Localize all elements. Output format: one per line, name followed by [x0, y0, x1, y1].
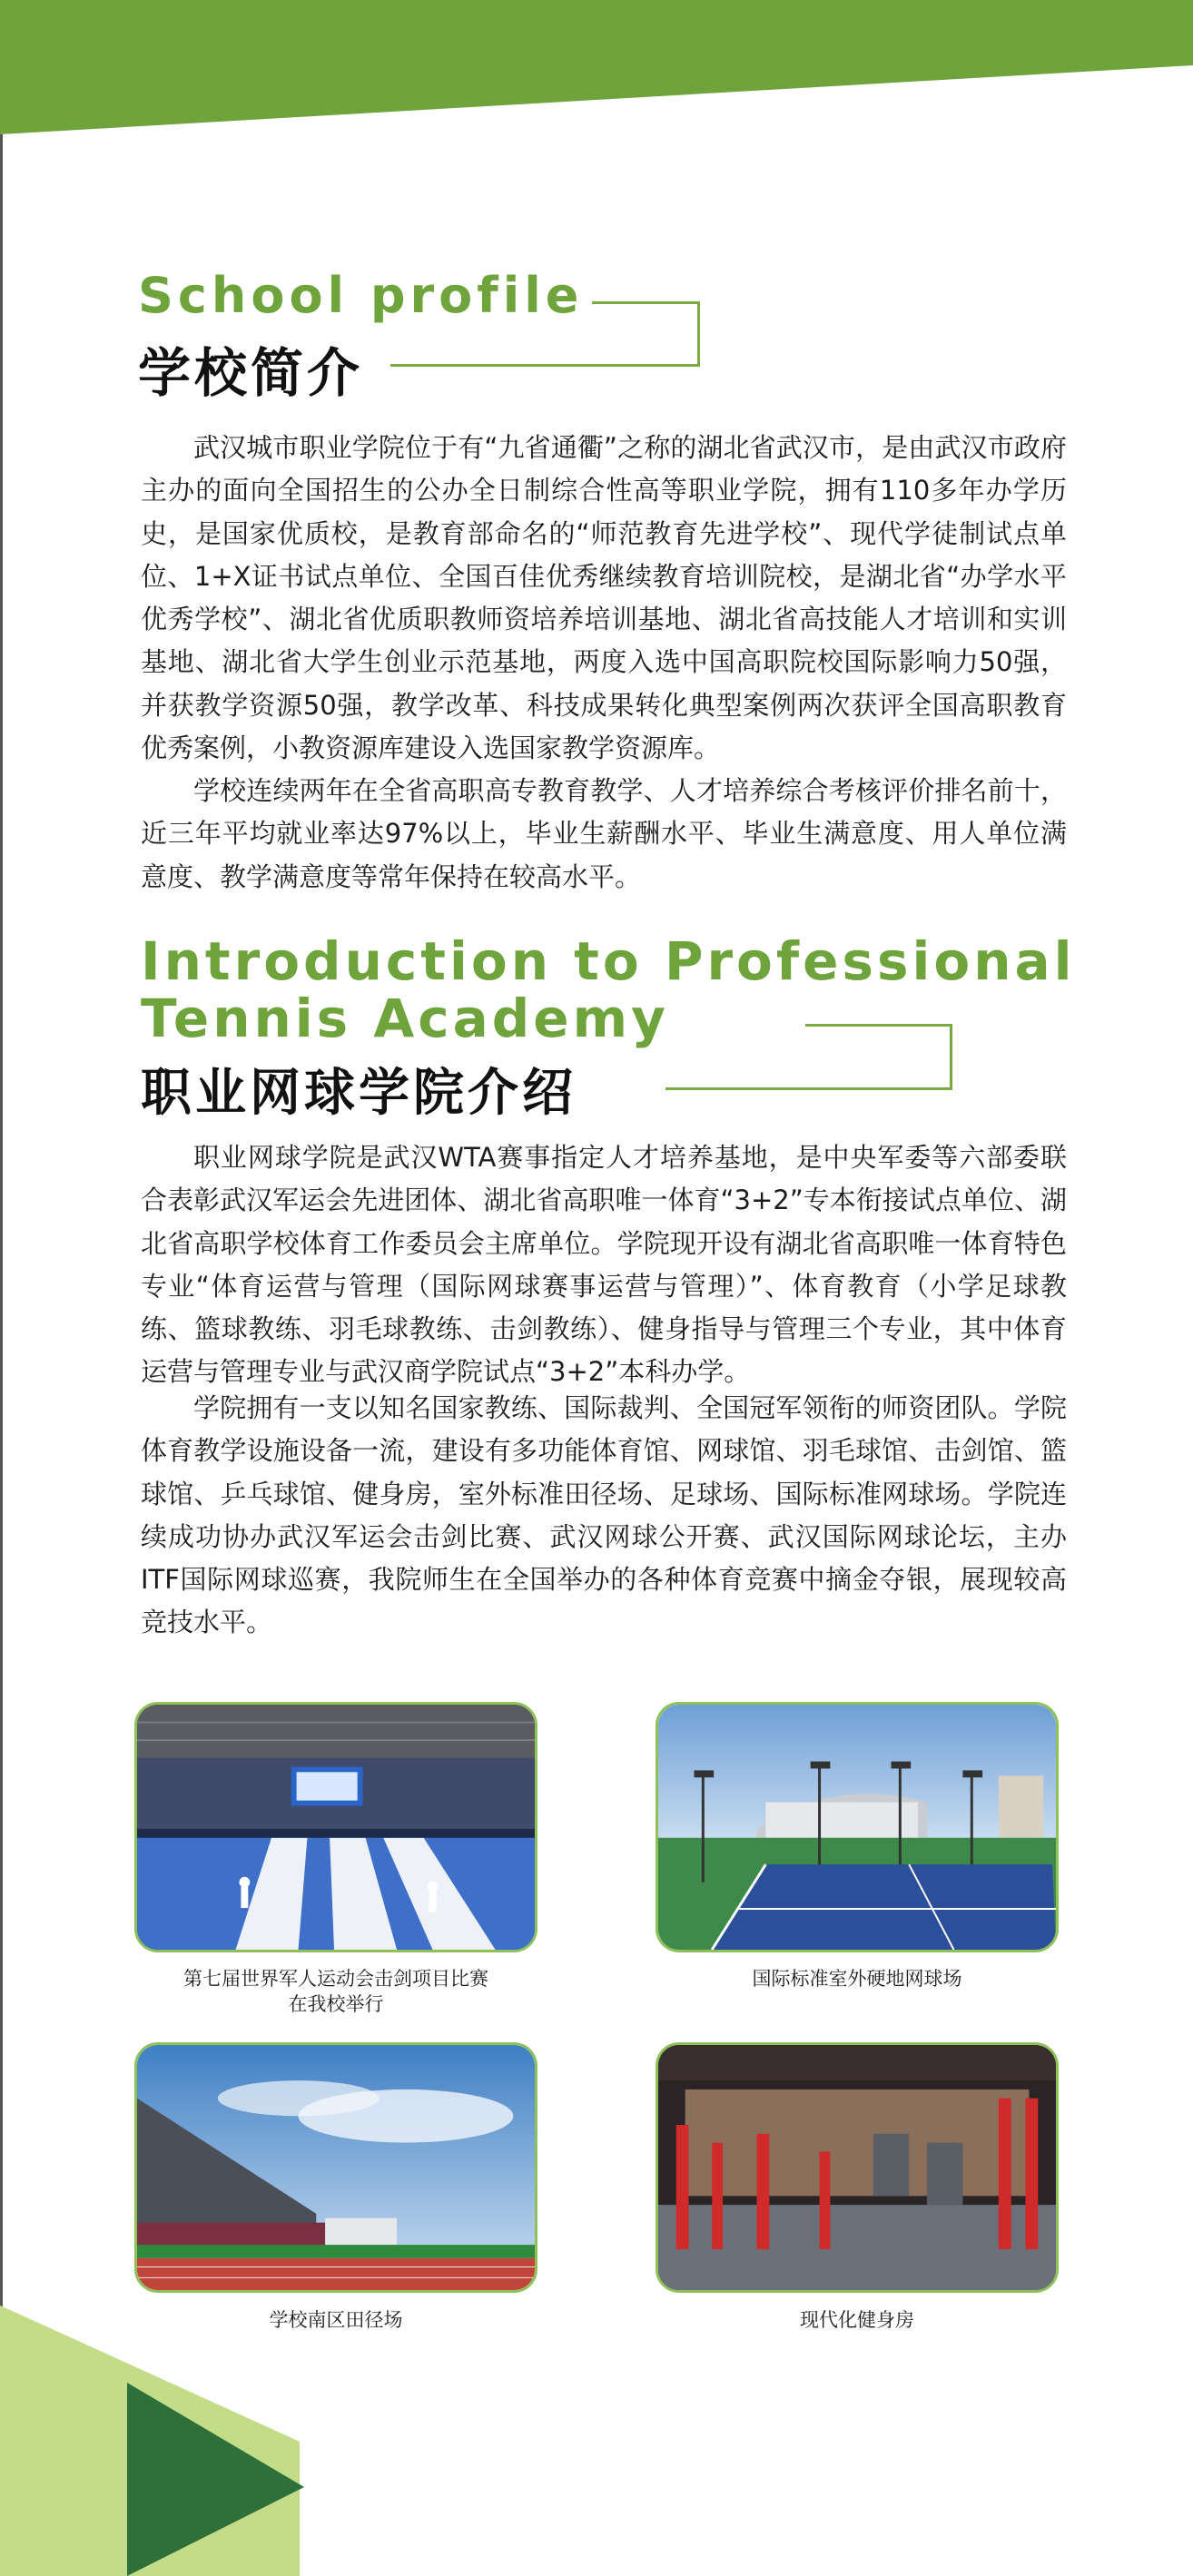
academy-title-en-line1: Introduction to Professional — [141, 930, 1076, 992]
photo-athletics-caption-line1: 学校南区田径场 — [269, 2309, 403, 2331]
photo-tennis-caption-line1: 国际标准室外硬地网球场 — [752, 1968, 962, 1990]
left-frame-line — [0, 134, 3, 2576]
photo-fencing-caption-line2: 在我校举行 — [288, 1993, 384, 2015]
heading-bracket-top — [592, 301, 699, 304]
academy-paragraph-1: 职业网球学院是武汉WTA赛事指定人才培养基地，是中央军委等六部委联合表彰武汉军运会先进团体、湖北省高职唯一体育“3+2”专本衔接试点单位、湖北省高职学校体育工作委员会主席单位。学院现开设有湖北省高职唯一体育特色专业“体育运营与管理（国际网球赛事运营与管理）”、体育教育（小学足球教练、篮球教练、羽毛球教练、击剑教练）、健身指导与管理三个专业，其中体育运营与管理专业与武汉商学院试点“3+2”本科办学。 — [141, 1142, 1067, 1388]
photo-athletics-field — [134, 2042, 537, 2293]
heading-bracket — [697, 301, 700, 365]
photo-tennis-caption — [656, 1966, 1059, 1991]
photo-gym-caption-line1: 现代化健身房 — [800, 2309, 914, 2331]
academy-bracket-bottom — [666, 1087, 952, 1090]
school-profile-title-zh: 学校简介 — [138, 342, 364, 404]
school-profile-title-en: School profile — [138, 267, 584, 324]
school-profile-paragraph-1: 武汉城市职业学院位于有“九省通衢”之称的湖北省武汉市，是由武汉市政府主办的面向全国招生的公办全日制综合性高等职业学院，拥有110多年办学历史，是国家优质校，是教育部命名的“师范教育先进学校”、现代学徒制试点单位、1+X证书试点单位、全国百佳优秀继续教育培训院校，是湖北省“办学水平优秀学校”、湖北省优质职教师资培养培训基地、湖北省高技能人才培训和实训基地、湖北省大学生创业示范基地，两度入选中国高职院校国际影响力50强，并获教学资源50强，教学改革、科技成果转化典型案例两次获评全国高职教育优秀案例，小教资源库建设入选国家教学资源库。 — [141, 432, 1067, 764]
heading-bracket-bottom — [390, 364, 700, 367]
photo-fencing-hall — [134, 1702, 537, 1952]
photo-fencing-caption — [134, 1966, 537, 2017]
photo-gym — [656, 2042, 1059, 2293]
academy-title-en-line2: Tennis Academy — [141, 988, 669, 1049]
photo-tennis-court — [656, 1702, 1059, 1952]
academy-title-zh: 职业网球学院介绍 — [141, 1064, 577, 1123]
academy-bracket — [950, 1024, 952, 1090]
academy-paragraph-2: 学院拥有一支以知名国家教练、国际裁判、全国冠军领衔的师资团队。学院体育教学设施设备一流，建设有多功能体育馆、网球馆、羽毛球馆、击剑馆、篮球馆、乒乓球馆、健身房，室外标准田径场、足球场、国际标准网球场。学院连续成功协办武汉军运会击剑比赛、武汉网球公开赛、武汉国际网球论坛，主办ITF国际网球巡赛，我院师生在全国举办的各种体育竞赛中摘金夺银，展现较高竞技水平。 — [141, 1392, 1067, 1638]
academy-bracket-top — [805, 1024, 951, 1027]
top-banner — [0, 0, 1193, 136]
photo-gym-caption — [656, 2307, 1059, 2333]
school-profile-paragraph-2: 学校连续两年在全省高职高专教育教学、人才培养综合考核评价排名前十，近三年平均就业率达97%以上，毕业生薪酬水平、毕业生满意度、用人单位满意度、教学满意度等常年保持在较高水平。 — [141, 775, 1067, 892]
photo-fencing-caption-line1: 第七届世界军人运动会击剑项目比赛 — [183, 1968, 488, 1990]
decorative-triangles — [0, 2306, 327, 2576]
